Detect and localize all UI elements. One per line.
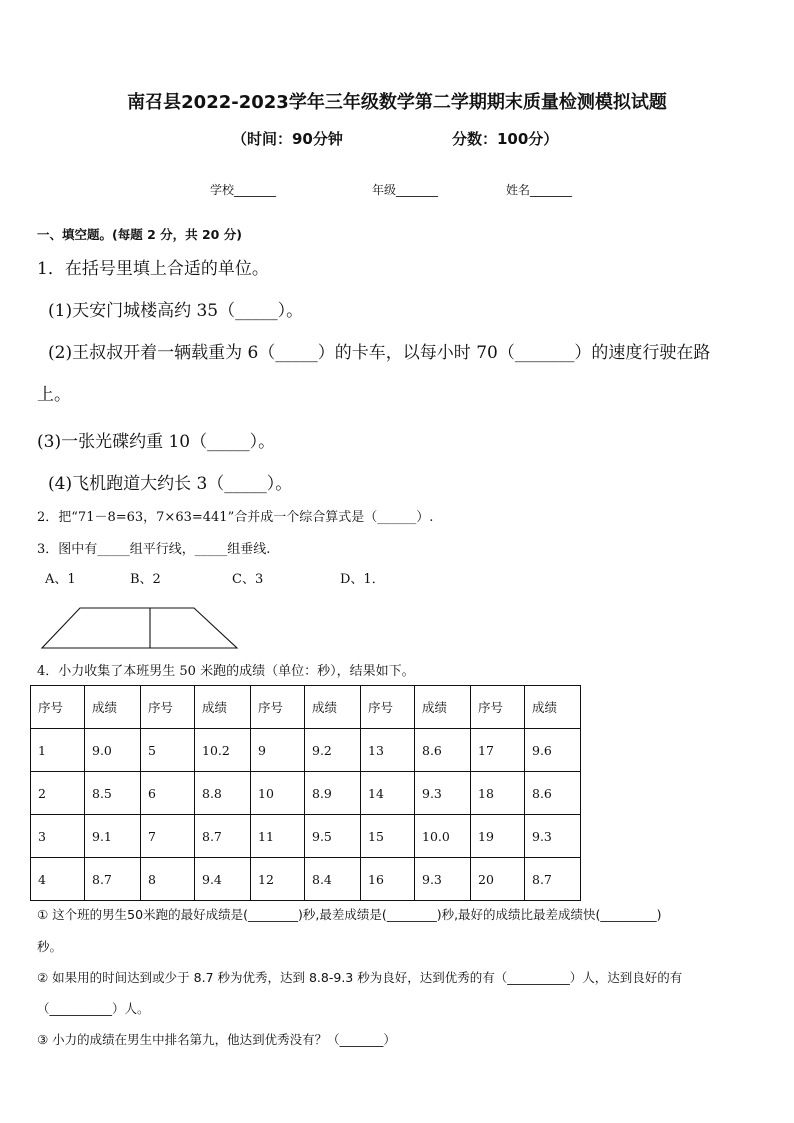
table-cell: 8.6	[415, 729, 471, 772]
table-cell: 19	[471, 815, 525, 858]
q3-option-c[interactable]: C、3	[232, 572, 264, 587]
q1-stem: 1．在括号里填上合适的单位。	[37, 259, 269, 279]
table-cell: 9.3	[415, 858, 471, 901]
q3-option-d[interactable]: D、1．	[340, 572, 385, 587]
table-cell: 6	[141, 772, 195, 815]
q4-note3: ③ 小力的成绩在男生中排名第九，他达到优秀没有？（_______）	[37, 1032, 396, 1047]
table-cell: 9.3	[525, 815, 581, 858]
table-row	[31, 858, 581, 901]
q4-note1-cont: 秒。	[37, 939, 63, 954]
table-cell: 9.2	[305, 729, 361, 772]
table-cell: 5	[141, 729, 195, 772]
table-cell: 9.3	[415, 772, 471, 815]
header-cell: 序号	[141, 686, 195, 729]
table-cell: 14	[361, 772, 415, 815]
table-cell: 7	[141, 815, 195, 858]
header-cell: 成绩	[525, 686, 581, 729]
table-cell: 13	[361, 729, 415, 772]
q2: 2．把“71－8=63，7×63=441”合并成一个综合算式是（______）.	[37, 510, 434, 525]
table-cell: 9.4	[195, 858, 251, 901]
q3-stem: 3．图中有_____组平行线，_____组垂线.	[37, 542, 271, 557]
section-heading: 一、填空题。(每题 2 分，共 20 分)	[37, 227, 242, 242]
exam-score: 分数：100分）	[452, 130, 559, 148]
table-cell: 18	[471, 772, 525, 815]
trapezoid-outline	[42, 608, 237, 648]
q4-note2-cont: （__________）人。	[37, 1001, 150, 1016]
q4-note2: ② 如果用的时间达到或少于 8.7 秒为优秀，达到 8.8-9.3 秒为良好，达到优秀的有（__________）人，达到良好的有	[37, 970, 683, 985]
table-cell: 8.4	[305, 858, 361, 901]
table-cell: 8.6	[525, 772, 581, 815]
header-cell: 序号	[31, 686, 85, 729]
grade-field[interactable]: 年级_______	[372, 183, 439, 197]
q1-part2-cont: 上。	[37, 385, 71, 405]
table-row	[31, 772, 581, 815]
table-cell: 8.7	[85, 858, 141, 901]
table-cell: 8.8	[195, 772, 251, 815]
table-cell: 9.6	[525, 729, 581, 772]
q4-note1: ① 这个班的男生50米跑的最好成绩是(________)秒,最差成绩是(________)秒,最好的成绩比最差成绩快(_________)	[37, 907, 662, 922]
name-field[interactable]: 姓名_______	[506, 183, 573, 197]
table-cell: 9	[251, 729, 305, 772]
school-field[interactable]: 学校_______	[210, 183, 277, 197]
q3-option-a[interactable]: A、1	[45, 572, 76, 587]
q1-part2: (2)王叔叔开着一辆载重为 6（_____）的卡车，以每小时 70（_______）的速度行驶在路	[48, 343, 711, 363]
table-cell: 8.9	[305, 772, 361, 815]
table-cell: 10.2	[195, 729, 251, 772]
header-cell: 序号	[361, 686, 415, 729]
table-row	[31, 729, 581, 772]
table-cell: 9.5	[305, 815, 361, 858]
q1-part1: (1)天安门城楼高约 35（_____）。	[48, 301, 304, 321]
table-cell: 8.5	[85, 772, 141, 815]
header-cell: 成绩	[305, 686, 361, 729]
header-cell: 序号	[471, 686, 525, 729]
table-header-row	[31, 686, 581, 729]
table-cell: 20	[471, 858, 525, 901]
table-cell: 11	[251, 815, 305, 858]
table-cell: 9.1	[85, 815, 141, 858]
q4-stem: 4．小力收集了本班男生 50 米跑的成绩（单位：秒），结果如下。	[37, 664, 415, 679]
header-cell: 成绩	[415, 686, 471, 729]
header-cell: 成绩	[85, 686, 141, 729]
table-cell: 1	[31, 729, 85, 772]
table-cell: 2	[31, 772, 85, 815]
table-cell: 3	[31, 815, 85, 858]
scores-table	[30, 685, 581, 901]
table-cell: 4	[31, 858, 85, 901]
q3-option-b[interactable]: B、2	[130, 572, 161, 587]
table-cell: 17	[471, 729, 525, 772]
header-cell: 成绩	[195, 686, 251, 729]
table-cell: 10.0	[415, 815, 471, 858]
table-cell: 8.7	[525, 858, 581, 901]
table-row	[31, 815, 581, 858]
table-cell: 16	[361, 858, 415, 901]
table-cell: 12	[251, 858, 305, 901]
exam-time: （时间：90分钟	[232, 130, 343, 148]
q1-part4: (4)飞机跑道大约长 3（_____）。	[48, 474, 293, 494]
q1-part3: (3)一张光碟约重 10（_____）。	[37, 432, 276, 452]
page-title: 南召县2022-2023学年三年级数学第二学期期末质量检测模拟试题	[127, 92, 667, 113]
table-cell: 9.0	[85, 729, 141, 772]
table-cell: 8.7	[195, 815, 251, 858]
table-cell: 15	[361, 815, 415, 858]
table-cell: 10	[251, 772, 305, 815]
header-cell: 序号	[251, 686, 305, 729]
table-cell: 8	[141, 858, 195, 901]
trapezoid-figure	[36, 600, 246, 654]
